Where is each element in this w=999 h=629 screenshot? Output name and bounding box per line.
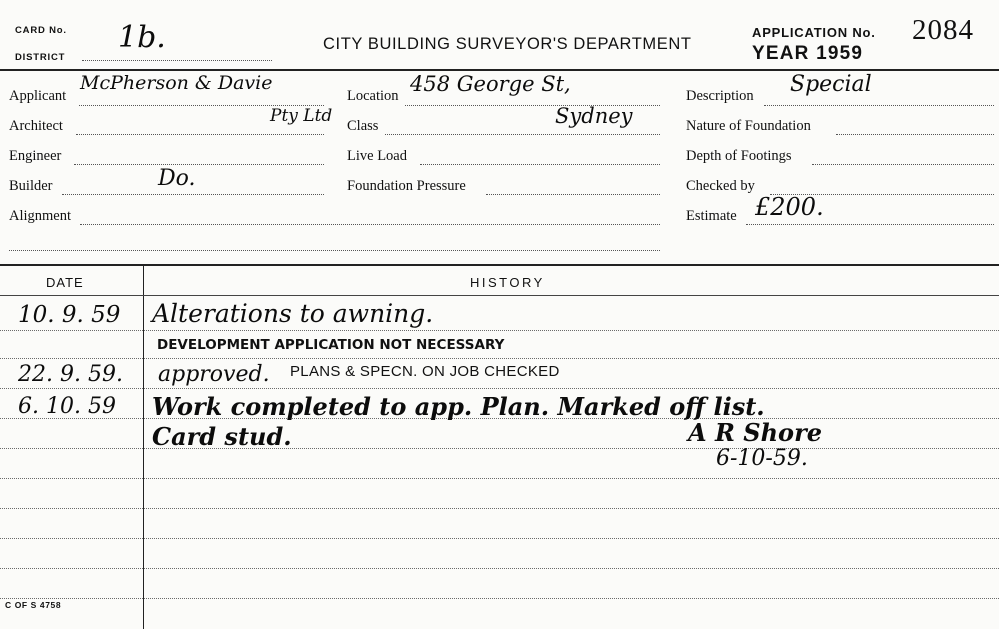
history-date: 22. 9. 59. xyxy=(18,362,123,387)
builder-line xyxy=(62,194,324,195)
year-label: YEAR 1959 xyxy=(752,43,864,64)
estimate-label: Estimate xyxy=(686,208,737,224)
signature: A R Shore xyxy=(688,418,822,447)
applicant-value-cont: Pty Ltd xyxy=(270,106,333,126)
class-label: Class xyxy=(347,118,379,134)
application-no-value: 2084 xyxy=(912,14,974,46)
class-line xyxy=(385,134,660,135)
foundation-pressure-label: Foundation Pressure xyxy=(347,178,466,194)
description-value: Special xyxy=(790,72,872,97)
row-line xyxy=(0,478,999,479)
row-line xyxy=(0,568,999,569)
location-label: Location xyxy=(347,88,399,104)
live-load-label: Live Load xyxy=(347,148,407,164)
live-load-line xyxy=(420,164,660,165)
foundation-pressure-line xyxy=(486,194,660,195)
history-entry: Alterations to awning. xyxy=(152,299,434,328)
description-line xyxy=(764,105,994,106)
row-line xyxy=(0,388,999,389)
signature-date: 6-10-59. xyxy=(716,446,808,471)
builder-value: Do. xyxy=(158,166,196,191)
engineer-label: Engineer xyxy=(9,148,62,164)
row-line xyxy=(0,598,999,599)
history-stamp: PLANS & SPECN. ON JOB CHECKED xyxy=(290,363,560,380)
card-no-label: CARD No. xyxy=(15,25,67,36)
architect-line xyxy=(76,134,324,135)
nature-of-foundation-label: Nature of Foundation xyxy=(686,118,811,134)
card-no-value: 1b. xyxy=(118,20,166,55)
architect-label: Architect xyxy=(9,118,63,134)
depth-of-footings-line xyxy=(812,164,994,165)
history-stamp: DEVELOPMENT APPLICATION NOT NECESSARY xyxy=(157,337,505,353)
history-entry: approved. xyxy=(158,362,270,387)
department-title: CITY BUILDING SURVEYOR'S DEPARTMENT xyxy=(323,35,692,53)
row-line xyxy=(0,538,999,539)
row-line xyxy=(0,448,999,449)
engineer-line xyxy=(74,164,324,165)
location-value: 458 George St, xyxy=(410,72,571,96)
history-entry: Card stud. xyxy=(152,422,292,451)
row-line xyxy=(0,358,999,359)
alignment-label: Alignment xyxy=(9,208,72,224)
history-header: HISTORY xyxy=(470,275,545,290)
estimate-value: £200. xyxy=(755,193,824,221)
application-no-label: APPLICATION No. xyxy=(752,25,876,40)
district-line xyxy=(82,60,272,61)
district-label: DISTRICT xyxy=(15,52,66,63)
nature-of-foundation-line xyxy=(836,134,994,135)
history-entry: Work completed to app. Plan. Marked off list. xyxy=(152,392,765,421)
history-date: 10. 9. 59 xyxy=(18,302,121,328)
description-label: Description xyxy=(686,88,754,104)
date-header: DATE xyxy=(46,275,84,290)
depth-of-footings-label: Depth of Footings xyxy=(686,148,792,164)
row-line xyxy=(0,330,999,331)
applicant-value: McPherson & Davie xyxy=(80,72,273,94)
history-top-rule xyxy=(0,264,999,266)
class-value: Sydney xyxy=(555,104,633,128)
estimate-line xyxy=(746,224,994,225)
history-date: 6. 10. 59 xyxy=(18,394,116,419)
blank-line xyxy=(9,250,660,251)
builder-label: Builder xyxy=(9,178,53,194)
alignment-line xyxy=(80,224,660,225)
applicant-label: Applicant xyxy=(9,88,67,104)
form-code: C OF S 4758 xyxy=(5,600,62,610)
header-rule xyxy=(0,69,999,71)
history-header-rule xyxy=(0,295,999,296)
checked-by-label: Checked by xyxy=(686,178,755,194)
row-line xyxy=(0,508,999,509)
